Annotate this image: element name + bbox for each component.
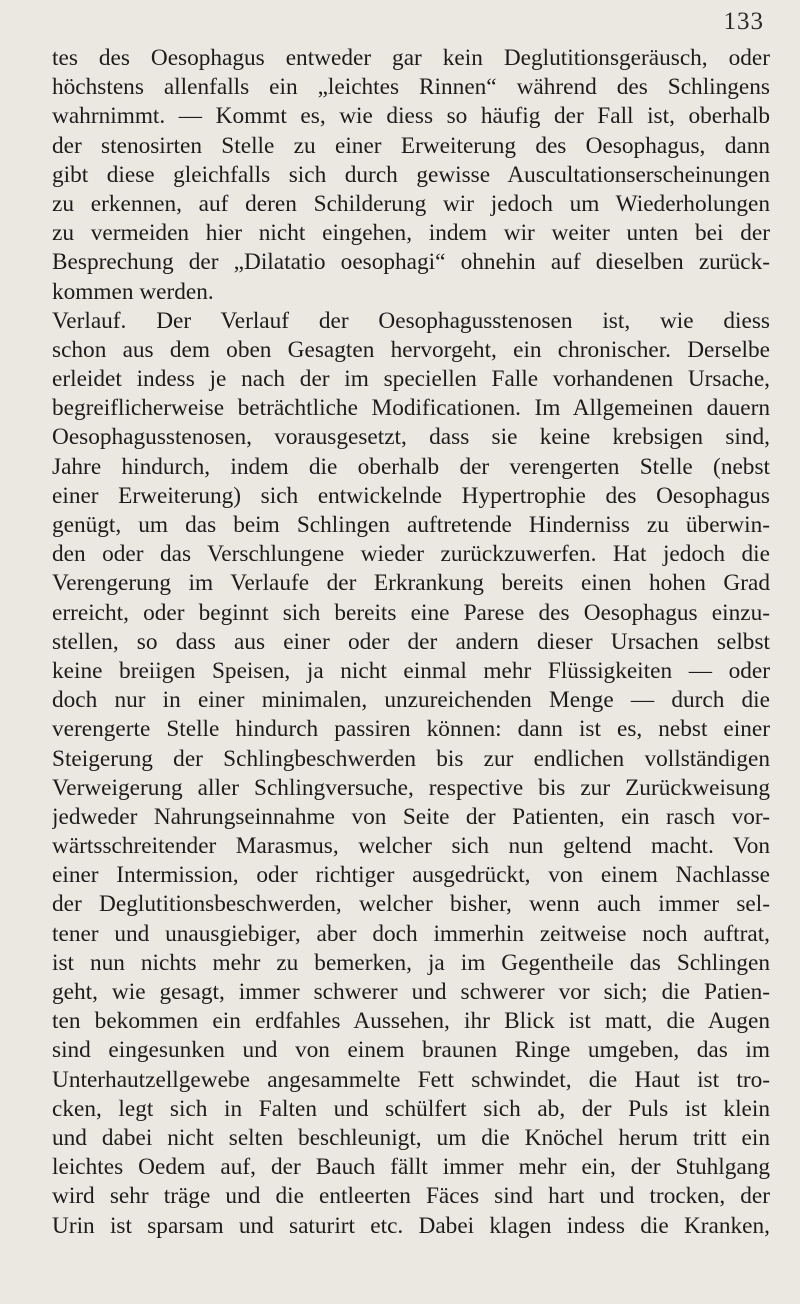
text-line: erreicht, oder beginnt sich bereits eine Parese des Oesophagus einzu-	[52, 599, 770, 626]
text-line: Besprechung der „Dilatatio oesophagi“ ohnehin auf dieselben zurück-	[52, 249, 770, 276]
text-line: ten bekommen ein erdfahles Aussehen, ihr Blick ist matt, die Augen	[52, 1008, 770, 1035]
text-line: zu vermeiden hier nicht eingehen, indem wir weiter unten bei der	[52, 220, 770, 247]
text-line: wärtsschreitender Marasmus, welcher sich nun geltend macht. Von	[52, 833, 770, 860]
text-line: Oesophagusstenosen, vorausgesetzt, dass sie keine krebsigen sind,	[52, 424, 770, 451]
text-line: wahrnimmt. — Kommt es, wie diess so häufig der Fall ist, oberhalb	[52, 103, 770, 130]
text-line: tener und unausgiebiger, aber doch immerhin zeitweise noch auftrat,	[52, 920, 770, 947]
text-line: Steigerung der Schlingbeschwerden bis zur endlichen vollständigen	[52, 745, 770, 772]
text-line: den oder das Verschlungene wieder zurückzuwerfen. Hat jedoch die	[52, 541, 770, 568]
text-line: begreiflicherweise beträchtliche Modificationen. Im Allgemeinen dauern	[52, 395, 770, 422]
text-line: Verweigerung aller Schlingversuche, respective bis zur Zurückweisung	[52, 774, 770, 801]
text-line: der Deglutitionsbeschwerden, welcher bisher, wenn auch immer sel-	[52, 891, 770, 918]
text-line: schon aus dem oben Gesagten hervorgeht, ein chronischer. Derselbe	[52, 336, 770, 363]
text-line: genügt, um das beim Schlingen auftretende Hinderniss zu überwin-	[52, 512, 770, 538]
text-line: Jahre hindurch, indem die oberhalb der verengerten Stelle (nebst	[52, 453, 770, 480]
text-line: erleidet indess je nach der im speciellen Falle vorhandenen Ursache,	[52, 366, 770, 393]
section-heading-line: Verlauf. Der Verlauf der Oesophagusstenosen ist, wie diess	[52, 307, 770, 334]
text-line: einer Erweiterung) sich entwickelnde Hypertrophie des Oesophagus	[52, 482, 770, 509]
text-line: Verengerung im Verlaufe der Erkrankung bereits einen hohen Grad	[52, 570, 770, 597]
text-line: cken, legt sich in Falten und schülfert sich ab, der Puls ist klein	[52, 1095, 770, 1122]
text-line: höchstens allenfalls ein „leichtes Rinnen“ während des Schlingens	[52, 74, 770, 101]
text-line: stellen, so dass aus einer oder der andern dieser Ursachen selbst	[52, 628, 770, 655]
text-line: geht, wie gesagt, immer schwerer und schwerer vor sich; die Patien-	[52, 979, 770, 1005]
text-line: ist nun nichts mehr zu bemerken, ja im Gegentheile das Schlingen	[52, 949, 770, 976]
text-line: verengerte Stelle hindurch passiren können: dann ist es, nebst einer	[52, 716, 770, 743]
text-line: wird sehr träge und die entleerten Fäces sind hart und trocken, der	[52, 1183, 770, 1210]
text-line: keine breiigen Speisen, ja nicht einmal mehr Flüssigkeiten — oder	[52, 657, 770, 684]
text-line: tes des Oesophagus entweder gar kein Deglutitionsgeräusch, oder	[52, 45, 770, 71]
text-line: gibt diese gleichfalls sich durch gewisse Auscultationserscheinungen	[52, 161, 770, 188]
text-line: einer Intermission, oder richtiger ausgedrückt, von einem Nachlasse	[52, 862, 770, 889]
text-line: doch nur in einer minimalen, unzureichenden Menge — durch die	[52, 687, 770, 714]
text-line: kommen werden.	[52, 278, 214, 305]
text-line: der stenosirten Stelle zu einer Erweiterung des Oesophagus, dann	[52, 132, 770, 159]
text-line: jedweder Nahrungseinnahme von Seite der Patienten, ein rasch vor-	[52, 803, 770, 830]
text-line: Urin ist sparsam und saturirt etc. Dabei klagen indess die Kranken,	[52, 1212, 770, 1239]
text-line: Unterhautzellgewebe angesammelte Fett schwindet, die Haut ist tro-	[52, 1066, 770, 1093]
page-number: 133	[723, 8, 764, 35]
text-line: sind eingesunken und von einem braunen Ringe umgeben, das im	[52, 1037, 770, 1064]
text-line: leichtes Oedem auf, der Bauch fällt immer mehr ein, der Stuhlgang	[52, 1154, 770, 1181]
body-text	[52, 44, 770, 1241]
text-line: und dabei nicht selten beschleunigt, um die Knöchel herum tritt ein	[52, 1124, 770, 1151]
text-line: zu erkennen, auf deren Schilderung wir jedoch um Wiederholungen	[52, 190, 770, 217]
